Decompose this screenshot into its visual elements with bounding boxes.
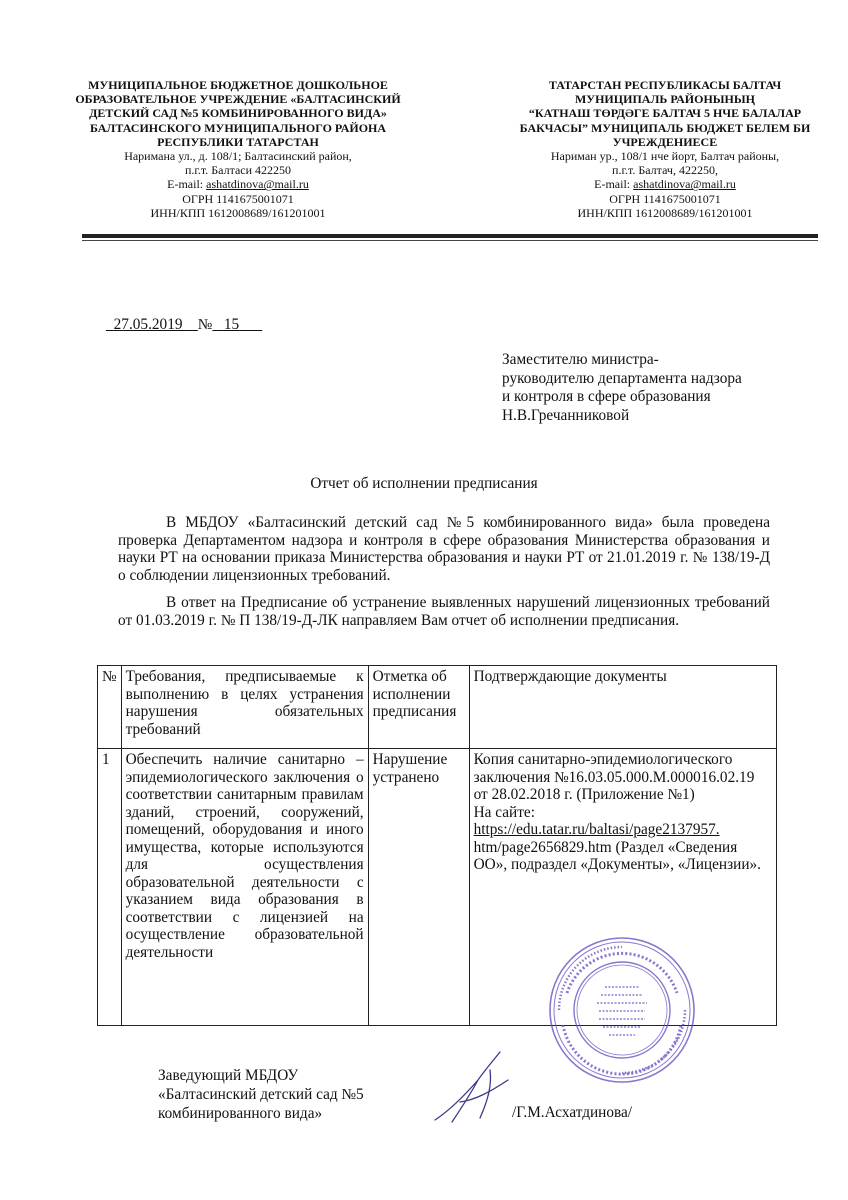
header-left-line: РЕСПУБЛИКИ ТАТАРСТАН xyxy=(157,134,319,149)
number-label: № xyxy=(197,316,213,333)
header-left-line: БАЛТАСИНСКОГО МУНИЦИПАЛЬНОГО РАЙОНА xyxy=(89,120,387,135)
header-right-line: УЧРЕЖДЕНИЕСЕ xyxy=(612,134,718,149)
addressee-line: и контроля в сфере образования xyxy=(502,388,711,405)
stamp-seal-icon xyxy=(547,935,697,1085)
header-right-line: БАКЧАСЫ” МУНИЦИПАЛЬ БЮДЖЕТ БЕЛЕМ БИ xyxy=(519,120,811,135)
signature-position xyxy=(158,1066,364,1123)
header-right xyxy=(500,78,830,220)
header-right-email-line xyxy=(500,177,830,191)
header-left-line: ОБРАЗОВАТЕЛЬНОЕ УЧРЕЖДЕНИЕ «БАЛТАСИНСКИЙ xyxy=(75,92,401,107)
header-right-inn: ИНН/КПП 1612008689/161201001 xyxy=(577,205,753,220)
header-right-line: МУНИЦИПАЛЬ РАЙОНЫНЫҢ xyxy=(574,92,756,107)
email-label: E-mail: xyxy=(594,177,634,192)
header-left-email-line xyxy=(58,177,418,191)
outgoing-date: 27.05.2019 xyxy=(113,316,183,333)
addressee-block xyxy=(502,351,802,425)
signer-name: /Г.М.Асхатдинова/ xyxy=(512,1104,633,1121)
header-left-inn: ИНН/КПП 1612008689/161201001 xyxy=(150,205,326,220)
body-paragraph-1: В МБДОУ «Балтасинский детский сад №5 комбинированного вида» была проведена проверка Департаментом надзора и контроля в сфере образования Министерства образования и науки РТ на основании приказа Министерства образования и науки РТ от 21.01.2019 г. № 138/19-Д о соблюдении лицензионных требований. xyxy=(118,514,770,584)
document-title: Отчет об исполнении предписания xyxy=(310,475,538,492)
table-header-row xyxy=(98,666,777,749)
body-paragraph-2: В ответ на Предписание об устранение выявленных нарушений лицензионных требований от 01.03.2019 г. № П 138/19-Д-ЛК направляем Вам отчет об исполнении предписания. xyxy=(118,594,770,629)
email-link[interactable]: ashatdinova@mail.ru xyxy=(206,177,309,192)
email-link[interactable]: ashatdinova@mail.ru xyxy=(633,177,736,192)
outgoing-date-number xyxy=(106,316,262,334)
row-status: Нарушение устранено xyxy=(368,749,469,1026)
row-num: 1 xyxy=(98,749,122,1026)
header-left-ogrn: ОГРН 1141675001071 xyxy=(182,191,294,206)
header-rule-thin xyxy=(82,240,818,241)
header-cell-status: Отметка об исполнении предписания xyxy=(368,666,469,749)
header-right-line: ТАТАРСТАН РЕСПУБЛИКАСЫ БАЛТАЧ xyxy=(548,78,782,92)
addressee-line: Заместителю министра- xyxy=(502,351,659,368)
site-link[interactable]: https://edu.tatar.ru/baltasi/page2137957. xyxy=(473,821,720,838)
header-cell-requirement: Требования, предписываемые к выполнению в целях устранения нарушения обязательных требований xyxy=(121,666,368,749)
header-left-line: МУНИЦИПАЛЬНОЕ БЮДЖЕТНОЕ ДОШКОЛЬНОЕ xyxy=(88,78,388,92)
header-right-ogrn: ОГРН 1141675001071 xyxy=(609,191,721,206)
header-cell-num: № xyxy=(98,666,122,749)
position-line: «Балтасинский детский сад №5 xyxy=(158,1086,364,1103)
row-site-label: На сайте: xyxy=(473,803,535,821)
addressee-line: Н.В.Гречанниковой xyxy=(502,406,630,424)
header-left xyxy=(58,78,418,220)
row-doc-text: Копия санитарно-эпидемиологического заключения №16.03.05.000.М.000016.02.19 от 28.02.2018 г. (Приложение №1) xyxy=(473,751,755,803)
header-right-line: “КАТНАШ ТӨРДӘГЕ БАЛТАЧ 5 НЧЕ БАЛАЛАР xyxy=(528,106,802,121)
header-left-line: ДЕТСКИЙ САД №5 КОМБИНИРОВАННОГО ВИДА» xyxy=(89,106,387,121)
header-right-address2: п.г.т. Балтач, 422250, xyxy=(612,163,718,178)
header-left-address2: п.г.т. Балтаси 422250 xyxy=(184,163,292,178)
addressee-line: руководителю департамента надзора xyxy=(502,369,742,387)
email-label: E-mail: xyxy=(167,177,207,192)
row-link-tail: htm/page2656829.htm (Раздел «Сведения ОО», подраздел «Документы», «Лицензии». xyxy=(473,838,761,873)
header-left-address: Наримана ул., д. 108/1; Балтасинский район, xyxy=(124,149,352,164)
position-line: Заведующий МБДОУ xyxy=(158,1067,299,1084)
header-rule-thick xyxy=(82,234,818,238)
official-stamp xyxy=(547,935,697,1090)
outgoing-number: 15 xyxy=(223,316,240,333)
row-requirement: Обеспечить наличие санитарно – эпидемиологического заключения о соответствии санитарным правилам зданий, строений, сооружений, помещений, оборудования и иного имущества, которые используются для осуществления образовательной деятельности с указанием вида образования в соответствии с лицензией на осуществление образовательной деятельности xyxy=(121,749,368,1026)
header-right-address: Нариман ур., 108/1 нче йорт, Балтач районы, xyxy=(550,149,780,164)
header-cell-documents: Подтверждающие документы xyxy=(469,666,776,749)
position-line: комбинированного вида» xyxy=(158,1105,323,1122)
